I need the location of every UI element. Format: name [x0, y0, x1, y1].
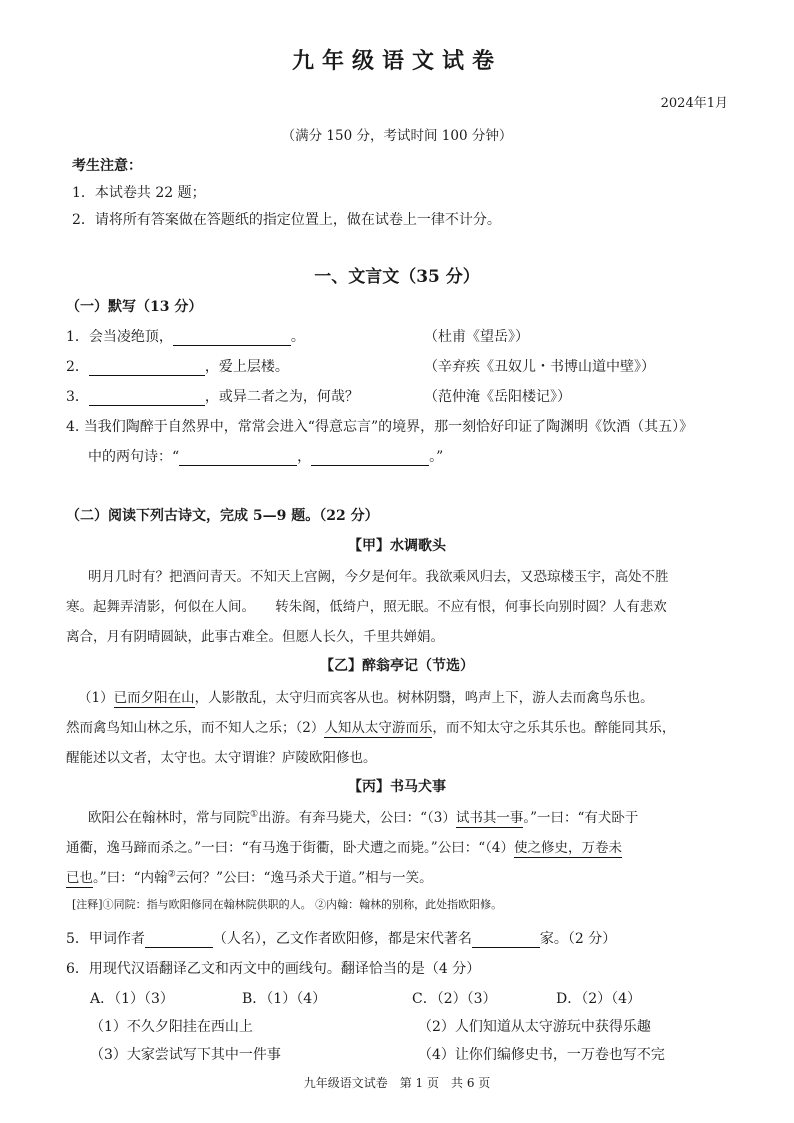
translation-3: （3）大家尝试写下其中一件事	[90, 1047, 281, 1063]
underlined-sentence-4: 使之修史，万卷未	[513, 840, 622, 856]
question-6-stem: 6．用现代汉语翻译乙文和丙文中的画线句。翻译恰当的是（4 分）	[66, 961, 481, 977]
passage-jia-line: 离合，月有阴晴圆缺，此事古难全。但愿人长久，千里共婵娟。	[66, 629, 444, 645]
passage-jia-line: 明月几时有？把酒问青天。不知天上宫阙，今夕是何年。我欲乘风归去，又恐琼楼玉宇，高处不胜	[88, 569, 669, 585]
passage-yi-title: 【乙】醉翁亭记（节选）	[320, 658, 474, 674]
section-title: 一、文言文（35 分）	[314, 267, 480, 287]
option-a: A．（1）（3）	[90, 991, 174, 1007]
passage-yi-line: 然而禽鸟知山林之乐，而不知人之乐；（2）人知从太守游而乐，而不知太守之乐其乐也。醉能同其乐，	[66, 720, 676, 736]
full-mark-info: （满分 150 分，考试时间 100 分钟）	[281, 128, 513, 144]
passage-jia-title: 【甲】水调歌头	[348, 538, 446, 554]
passage-bing-line: 欧阳公在翰林时，常与同院①出游。有奔马毙犬，公曰：“（3）试书其一事。”一曰：“有犬卧于	[88, 809, 639, 826]
answer-blank	[89, 361, 205, 376]
question-2-source: （辛弃疾《丑奴儿・书博山道中壁》）	[424, 359, 655, 375]
question-4-line2: 中的两句诗：“ ， 。”	[88, 449, 444, 465]
question-3-source: （范仲淹《岳阳楼记》）	[424, 389, 571, 405]
page-footer: 九年级语文试卷 第 1 页 共 6 页	[303, 1076, 491, 1090]
notice-heading: 考生注意：	[72, 158, 142, 174]
passage-bing-line: 已也。”曰：“内翰②云何？”公曰：“逸马杀犬于道。”相与一笑。	[66, 869, 433, 886]
answer-blank	[145, 933, 213, 948]
underlined-sentence-3: 试书其一事	[455, 810, 524, 826]
passage-bing-line: 通衢，逸马蹄而杀之。”一曰：“有马逸于街衢，卧犬遭之而毙。”公曰：“（4）使之修史，万卷未	[66, 840, 622, 856]
answer-blank	[472, 933, 540, 948]
option-d: D．（2）（4）	[556, 991, 642, 1007]
passage-yi-line: （1）已而夕阳在山，人影散乱，太守归而宾客从也。树林阴翳，鸣声上下，游人去而禽鸟乐也。	[78, 690, 654, 706]
answer-blank	[173, 331, 291, 346]
translation-2: （2）人们知道从太守游玩中获得乐趣	[418, 1019, 651, 1035]
underlined-sentence-2: 人知从太守游而乐	[324, 720, 433, 736]
question-5: 5．甲词作者 （人名），乙文作者欧阳修，都是宋代著名 家。（2 分）	[66, 931, 617, 947]
option-b: B．（1）（4）	[242, 991, 327, 1007]
notice-item-2: 2．请将所有答案做在答题纸的指定位置上，做在试卷上一律不计分。	[72, 212, 501, 228]
passage-jia-line: 寒。起舞弄清影，何似在人间。 转朱阁，低绮户，照无眠。不应有恨，何事长向别时圆？人有悲欢	[66, 599, 667, 615]
question-2: 2． ，爱上层楼。	[66, 359, 289, 375]
passage-yi-line: 醒能述以文者，太守也。太守谓谁？庐陵欧阳修也。	[66, 750, 377, 766]
answer-blank	[179, 451, 297, 466]
answer-blank	[89, 391, 205, 406]
passage-bing-title: 【丙】书马犬事	[348, 779, 446, 795]
notice-item-1: 1．本试卷共 22 题；	[72, 185, 206, 201]
question-1-source: （杜甫《望岳》）	[424, 329, 529, 345]
option-c: C．（2）（3）	[412, 991, 497, 1007]
question-3: 3． ，或异二者之为，何哉？	[66, 389, 359, 405]
page-title: 九年级语文试卷	[291, 48, 502, 74]
translation-1: （1）不久夕阳挂在西山上	[90, 1019, 253, 1035]
underlined-sentence-1: 已而夕阳在山	[113, 690, 195, 706]
translation-4: （4）让你们编修史书，一万卷也写不完	[418, 1047, 665, 1063]
answer-blank	[311, 451, 429, 466]
part2-title: （二）阅读下列古诗文，完成 5—9 题。（22 分）	[66, 508, 379, 524]
annotation: [注释]①同院：指与欧阳修同在翰林院供职的人。 ②内翰：翰林的别称，此处指欧阳修。	[72, 898, 503, 911]
question-4-line1: 4. 当我们陶醉于自然界中，常常会进入“得意忘言”的境界，那一刻恰好印证了陶渊明《饮酒（其五）》	[66, 419, 694, 435]
exam-date: 2024年1月	[660, 96, 728, 111]
part1-title: （一）默写（13 分）	[66, 299, 203, 315]
question-1: 1．会当凌绝顶， 。	[66, 329, 305, 345]
